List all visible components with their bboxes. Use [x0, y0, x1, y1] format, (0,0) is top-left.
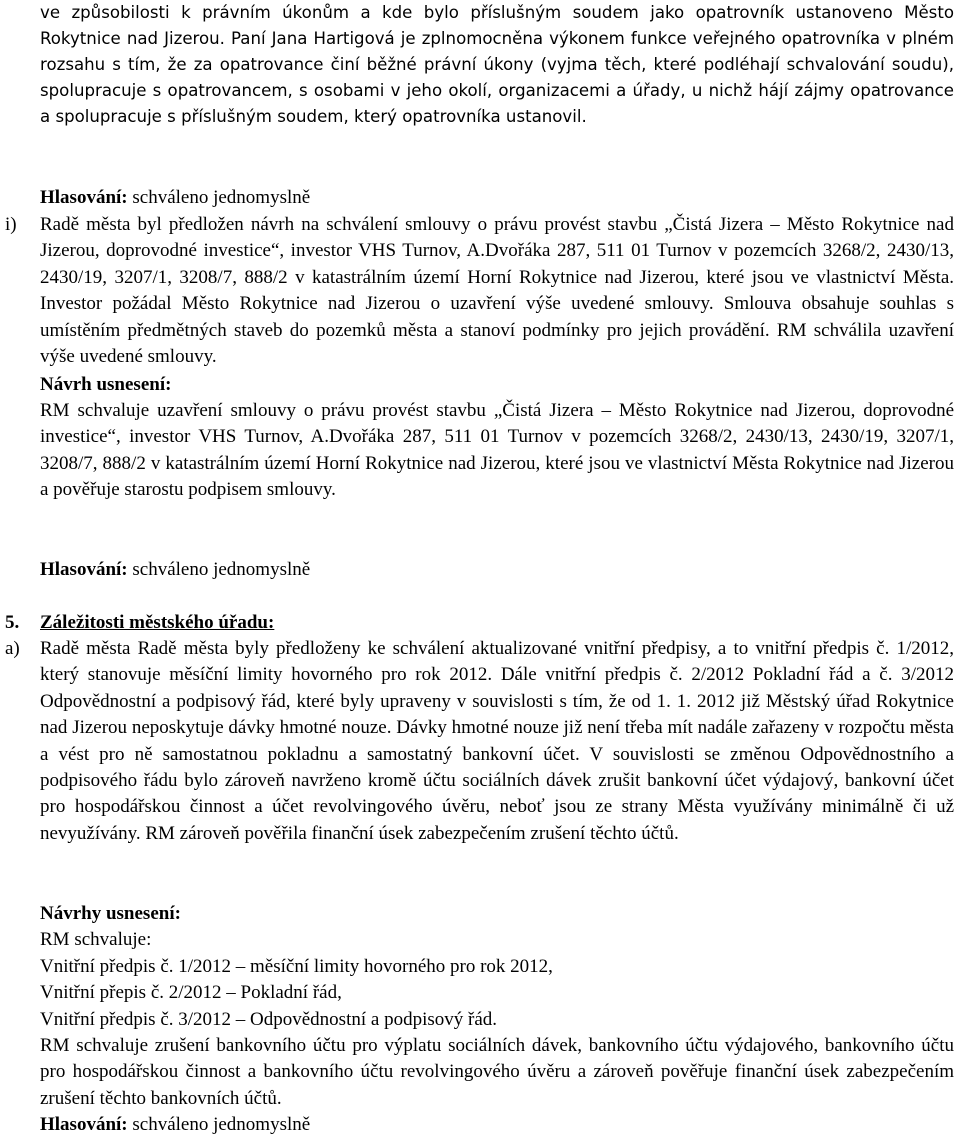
item-a-body: Radě města Radě města byly předloženy ke schválení aktualizované vnitřní předpisy, a to vnitřní předpis č. 1/2012, který stanovuje měsíční limity hovorného pro rok 2012. Dále vnitřní předpis č. 2/2012 Pokladní řád a č. 3/2012 Odpovědnostní a podpisový řád, které byly upraveny v souvislosti s tím, že od 1. 1. 2012 již Městský úřad Rokytnice nad Jizerou neposkytuje dávky hmotné nouze. Dávky hmotné nouze již není třeba mít nadále zařazeny v rozpočtu města a vést pro ně samostatnou pokladnu a samostatný bankovní účet. V souvislosti se změnou Odpovědnostního a podpisového řádu bylo zároveň navrženo kromě účtu sociálních dávek zrušit bankovní účet výdajový, bankovní účet pro hospodářskou činnost a účet revolvingového úvěru, neboť jsou ze strany Města využívány minimálně či už nevyužívány. RM zároveň pověřila finanční úsek zabezpečením zrušení těchto účtů.: [40, 638, 954, 844]
proposals-heading: Návrhy usnesení:: [40, 903, 181, 924]
regulation-item: Vnitřní přepis č. 2/2012 – Pokladní řád,: [40, 982, 342, 1003]
item-a-vote-line: [40, 1112, 310, 1138]
proposal-heading: Návrh usnesení:: [40, 374, 172, 395]
vote-label: Hlasování:: [40, 559, 128, 580]
intro-vote-line: [40, 185, 310, 211]
proposal-text: RM schvaluje uzavření smlouvy o právu provést stavbu „Čistá Jizera – Město Rokytnice nad Jizerou, doprovodné investice“, investor VHS Turnov, A.Dvořáka 287, 511 01 Turnov v pozemcích 3268/2, 2430/13, 2430/19, 3207/1, 3208/7, 888/2 v katastrálním území Horní Rokytnice nad Jizerou, které jsou ve vlastnictví Města Rokytnice nad Jizerou a pověřuje starostu podpisem smlouvy.: [40, 400, 954, 501]
section-number: 5.: [5, 612, 20, 633]
intro-paragraph: ve způsobilosti k právním úkonům a kde bylo příslušným soudem jako opatrovník ustanoveno Město Rokytnice nad Jizerou. Paní Jana Hartigová je zplnomocněna výkonem funkce veřejného opatrovníka v plném rozsahu s tím, že za opatrovance činí běžné právní úkony (vyjma těch, které podléhají schvalování soudu), spolupracuje s opatrovancem, s osobami v jeho okolí, organizacemi a úřady, u nichž hájí zájmy opatrovance a spolupracuje s příslušným soudem, který opatrovníka ustanovil.: [40, 3, 954, 126]
cancel-accounts-text: RM schvaluje zrušení bankovního účtu pro výplatu sociálních dávek, bankovního účtu výdajového, bankovního účtu pro hospodářskou činnost a bankovního účtu revolvingového úvěru a zároveň pověřuje finanční úsek zabezpečením zrušení těchto bankovních účtů.: [40, 1035, 954, 1109]
regulation-item: Vnitřní předpis č. 1/2012 – měsíční limity hovorného pro rok 2012,: [40, 956, 553, 977]
item-a-marker: a): [5, 638, 20, 659]
item-i-vote-line: [40, 557, 310, 583]
item-i-marker: i): [5, 214, 17, 235]
vote-result: schváleno jednomyslně: [132, 1114, 311, 1135]
item-i-body: Radě města byl předložen návrh na schválení smlouvy o právu provést stavbu „Čistá Jizera – Město Rokytnice nad Jizerou, doprovodné investice“, investor VHS Turnov, A.Dvořáka 287, 511 01 Turnov v pozemcích 3268/2, 2430/13, 2430/19, 3207/1, 3208/7, 888/2 v katastrálním území Horní Rokytnice nad Jizerou, které jsou ve vlastnictví Města. Investor požádal Město Rokytnice nad Jizerou o uzavření výše uvedené smlouvy. Smlouva obsahuje souhlas s umístěním předmětných staveb do pozemků města a stanoví podmínky pro jejich provádění. RM schválila uzavření výše uvedené smlouvy.: [40, 214, 954, 368]
vote-label: Hlasování:: [40, 1114, 128, 1135]
regulation-item: Vnitřní předpis č. 3/2012 – Odpovědnostní a podpisový řád.: [40, 1009, 498, 1030]
vote-label: Hlasování:: [40, 187, 128, 208]
approve-label: RM schvaluje:: [40, 929, 152, 950]
vote-result: schváleno jednomyslně: [132, 187, 311, 208]
vote-result: schváleno jednomyslně: [132, 559, 311, 580]
section-title: Záležitosti městského úřadu:: [40, 612, 275, 633]
